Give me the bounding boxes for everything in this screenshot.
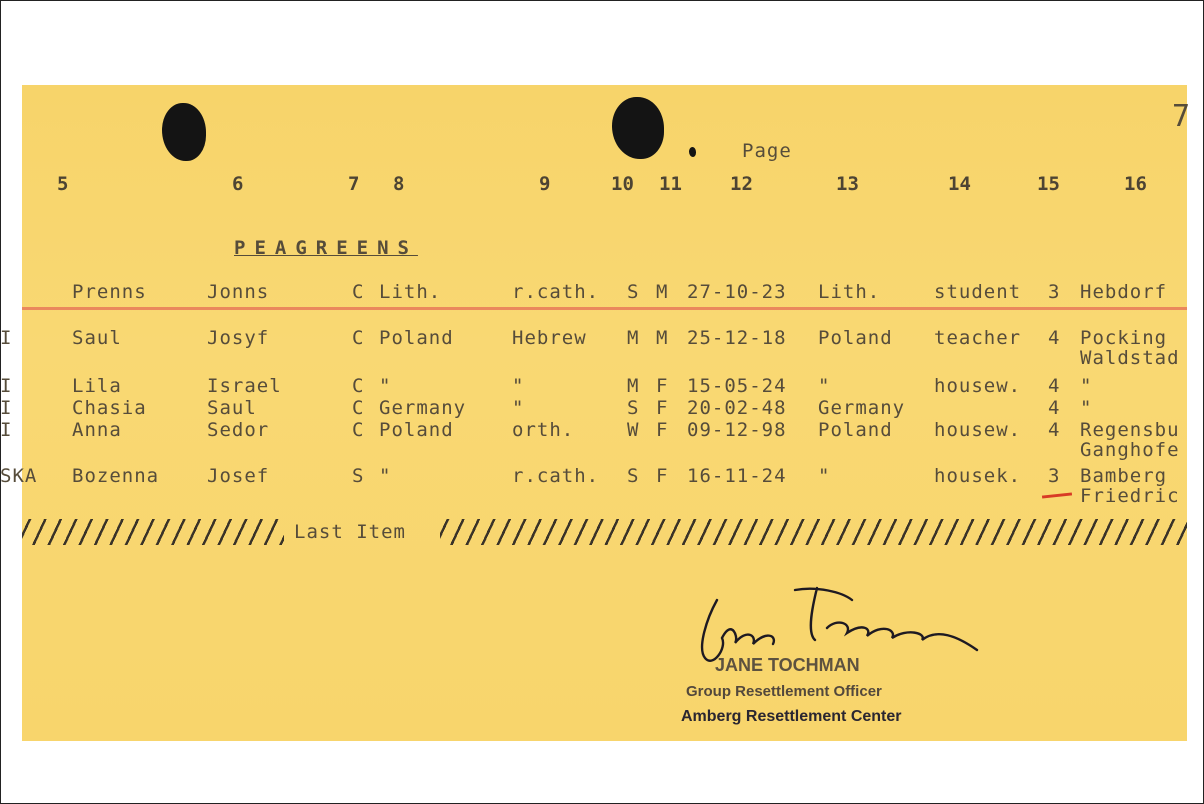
- cell-n: 4: [1048, 397, 1061, 419]
- cell-nat: Poland: [379, 419, 454, 441]
- cell-dest: ": [1080, 375, 1093, 397]
- cell-sex: F: [656, 375, 669, 397]
- cell-father: Israel: [207, 375, 282, 397]
- stamp-center: Amberg Resettlement Center: [681, 708, 902, 725]
- stamp-name: JANE TOCHMAN: [715, 655, 860, 675]
- cell-father: Jonns: [207, 281, 270, 303]
- cell-n: 4: [1048, 419, 1061, 441]
- cell-dob: 27-10-23: [687, 281, 787, 303]
- handwritten-signature: [677, 578, 997, 698]
- cell-surname: I: [0, 419, 13, 441]
- cell-dob: 09-12-98: [687, 419, 787, 441]
- cell-father: Sedor: [207, 419, 270, 441]
- cell-country: ": [818, 465, 831, 487]
- cell-c: C: [352, 327, 365, 349]
- cell-sex: F: [656, 397, 669, 419]
- cell-c: S: [352, 465, 365, 487]
- hatch-divider-left: [22, 519, 284, 545]
- cell-occ: housew.: [934, 375, 1022, 397]
- ink-blot: [162, 103, 206, 161]
- cell-surname: I: [0, 375, 13, 397]
- cell-first: Saul: [72, 327, 122, 349]
- cell-c: C: [352, 281, 365, 303]
- page-number: 7: [1172, 99, 1192, 134]
- cell-country: Lith.: [818, 281, 881, 303]
- cell-c: C: [352, 375, 365, 397]
- cell-occ: housew.: [934, 419, 1022, 441]
- cell-dob: 25-12-18: [687, 327, 787, 349]
- cell-sex: F: [656, 465, 669, 487]
- column-number: 6: [232, 173, 244, 195]
- column-number: 9: [539, 173, 551, 195]
- cell-dest: ": [1080, 397, 1093, 419]
- cell-nat: ": [379, 375, 392, 397]
- cell-rel: ": [512, 375, 525, 397]
- cell-c: C: [352, 397, 365, 419]
- cell-c: C: [352, 419, 365, 441]
- cell-dest: Hebdorf: [1080, 281, 1168, 303]
- last-item-label: Last Item: [294, 521, 406, 543]
- cell-first: Anna: [72, 419, 122, 441]
- strikethrough-line: [22, 307, 1187, 310]
- cell-nat: Lith.: [379, 281, 442, 303]
- ink-dot: [689, 147, 696, 157]
- cell-nat: ": [379, 465, 392, 487]
- hatch-divider-right: [440, 519, 1187, 545]
- red-pencil-mark: [1042, 492, 1072, 498]
- cell-n: 3: [1048, 281, 1061, 303]
- cell-surname: I: [0, 327, 13, 349]
- cell-country: Poland: [818, 419, 893, 441]
- cell-first: Bozenna: [72, 465, 160, 487]
- cell-dob: 15-05-24: [687, 375, 787, 397]
- cell-occ: teacher: [934, 327, 1022, 349]
- cell-sex: F: [656, 419, 669, 441]
- column-number: 13: [836, 173, 859, 195]
- cell-dest2: Waldstad: [1080, 347, 1180, 369]
- column-number: 14: [948, 173, 971, 195]
- cell-dest: Pocking: [1080, 327, 1168, 349]
- cell-n: 3: [1048, 465, 1061, 487]
- column-number: 7: [348, 173, 360, 195]
- cell-n: 4: [1048, 375, 1061, 397]
- cell-sex: M: [656, 281, 669, 303]
- cell-ms: M: [627, 375, 640, 397]
- ink-blot: [612, 97, 664, 159]
- cell-ms: S: [627, 465, 640, 487]
- cell-father: Josef: [207, 465, 270, 487]
- cell-rel: ": [512, 397, 525, 419]
- cell-country: Germany: [818, 397, 906, 419]
- page-label: Page: [742, 140, 792, 162]
- cell-rel: r.cath.: [512, 281, 600, 303]
- cell-nat: Poland: [379, 327, 454, 349]
- section-title: PEAGREENS: [234, 237, 418, 259]
- cell-father: Josyf: [207, 327, 270, 349]
- cell-dob: 16-11-24: [687, 465, 787, 487]
- cell-ms: S: [627, 281, 640, 303]
- column-number: 8: [393, 173, 405, 195]
- column-number: 5: [57, 173, 69, 195]
- column-number: 12: [730, 173, 753, 195]
- cell-occ: housek.: [934, 465, 1022, 487]
- cell-first: Prenns: [72, 281, 147, 303]
- cell-n: 4: [1048, 327, 1061, 349]
- column-number: 10: [611, 173, 634, 195]
- cell-ms: M: [627, 327, 640, 349]
- cell-father: Saul: [207, 397, 257, 419]
- column-number: 16: [1124, 173, 1147, 195]
- document-page: [0, 85, 1192, 741]
- cell-rel: r.cath.: [512, 465, 600, 487]
- column-number: 15: [1037, 173, 1060, 195]
- cell-rel: orth.: [512, 419, 575, 441]
- column-number: 11: [659, 173, 682, 195]
- cell-surname: SKA: [0, 465, 38, 487]
- cell-nat: Germany: [379, 397, 467, 419]
- cell-ms: S: [627, 397, 640, 419]
- cell-dob: 20-02-48: [687, 397, 787, 419]
- cell-sex: M: [656, 327, 669, 349]
- cell-surname: I: [0, 397, 13, 419]
- cell-dest: Bamberg: [1080, 465, 1168, 487]
- cell-ms: W: [627, 419, 640, 441]
- cell-dest2: Ganghofe: [1080, 439, 1180, 461]
- cell-first: Lila: [72, 375, 122, 397]
- cell-country: Poland: [818, 327, 893, 349]
- cell-dest2: Friedric: [1080, 485, 1180, 507]
- cell-dest: Regensbu: [1080, 419, 1180, 441]
- cell-rel: Hebrew: [512, 327, 587, 349]
- cell-occ: student: [934, 281, 1022, 303]
- cell-country: ": [818, 375, 831, 397]
- cell-first: Chasia: [72, 397, 147, 419]
- stamp-title: Group Resettlement Officer: [686, 683, 882, 700]
